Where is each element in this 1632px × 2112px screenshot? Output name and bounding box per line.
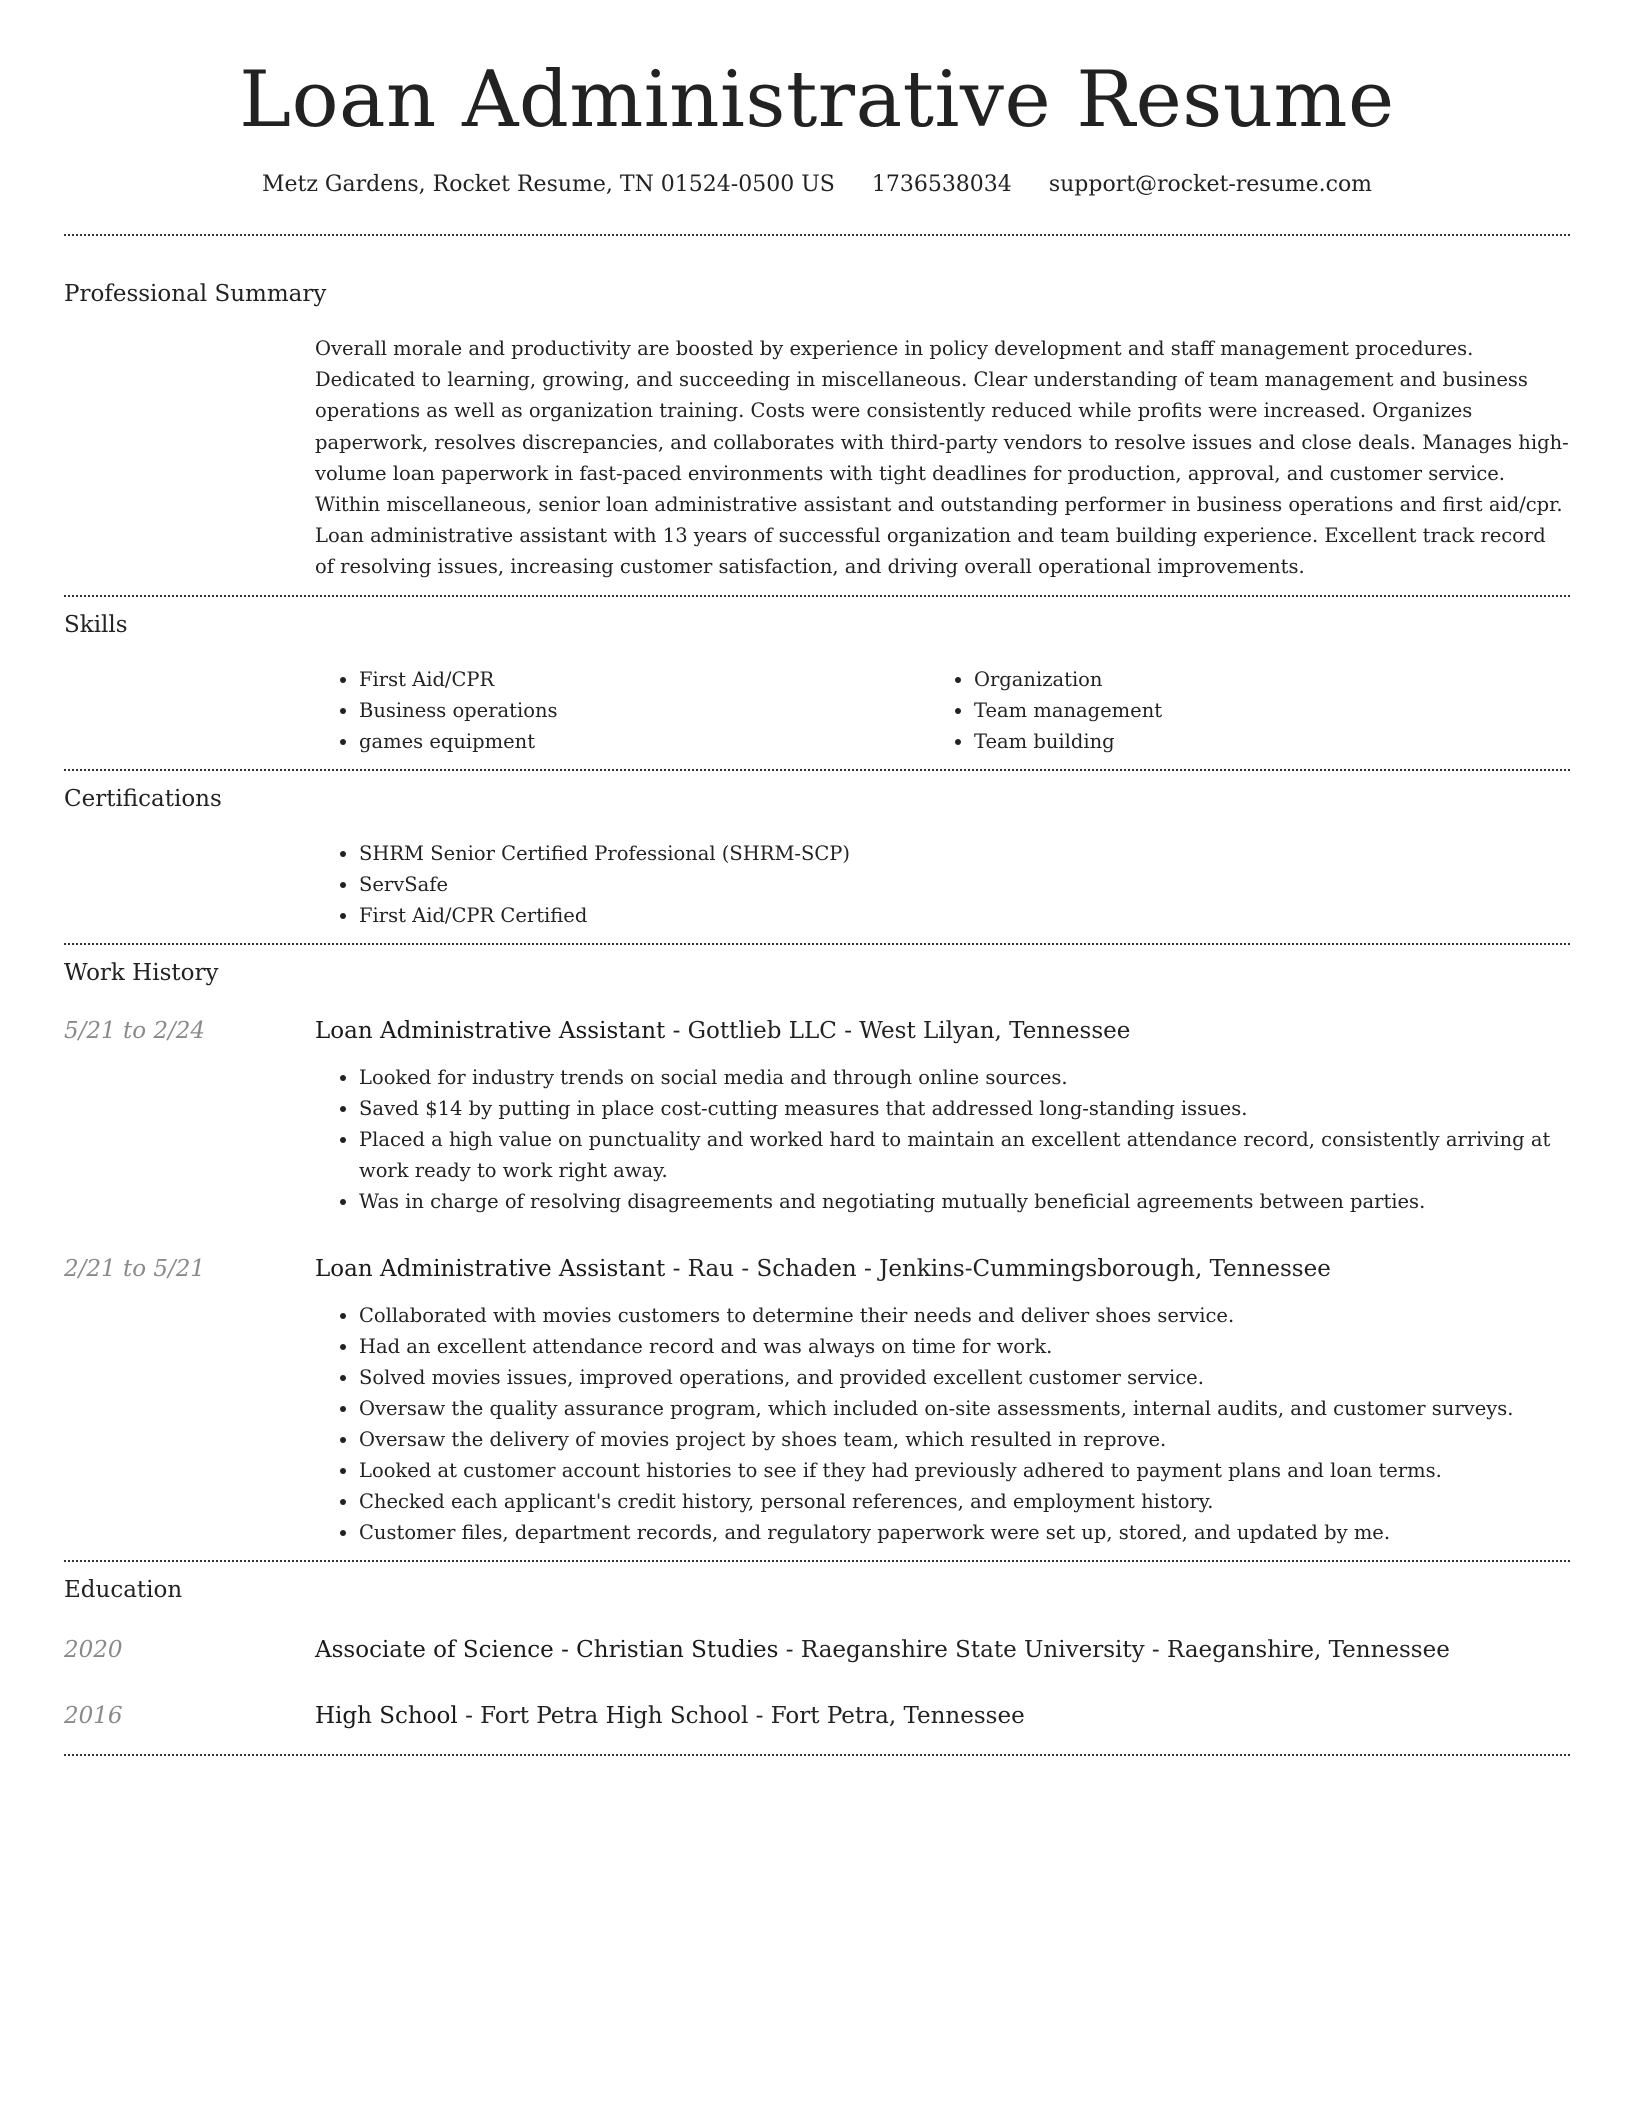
certification-item: • First Aid/CPR Certified [359, 900, 1570, 931]
job-heading [315, 1016, 1130, 1046]
job-bullet: • Collaborated with movies customers to determine their needs and deliver shoes service. [359, 1300, 1570, 1331]
contact-email[interactable]: support@rocket-resume.com [1048, 172, 1373, 197]
education-heading-line [315, 1701, 1025, 1731]
job-bullets [315, 1300, 1570, 1560]
education-section [64, 1562, 1570, 1731]
job-title: Loan Administrative Assistant [315, 1255, 666, 1282]
education-school: - Raeganshire State University - Raeganshire, Tennessee [778, 1636, 1450, 1663]
skills-heading: Skills [64, 611, 128, 638]
job-entry [64, 1016, 1570, 1217]
job-bullet: • Checked each applicant's credit history, personal references, and employment history. [359, 1486, 1570, 1517]
job-bullet: • Solved movies issues, improved operations, and provided excellent customer service. [359, 1362, 1570, 1393]
skills-column-left [315, 664, 930, 757]
skills-column-right [930, 664, 1545, 757]
job-header-row [64, 1254, 1570, 1284]
skill-item: • games equipment [359, 726, 930, 757]
job-bullet: • Looked at customer account histories to see if they had previously adhered to payment plans and loan terms. [359, 1455, 1570, 1486]
education-degree: High School [315, 1702, 458, 1729]
job-bullets [315, 1062, 1570, 1217]
job-bullet: • Placed a high value on punctuality and worked hard to maintain an excellent attendance record, consistently arriving at work ready to work right away. [359, 1124, 1570, 1186]
job-bullet: • Had an excellent attendance record and was always on time for work. [359, 1331, 1570, 1362]
job-bullet: • Was in charge of resolving disagreements and negotiating mutually beneficial agreements between parties. [359, 1186, 1570, 1217]
job-title: Loan Administrative Assistant [315, 1017, 666, 1044]
job-employer: - Rau - Schaden - Jenkins-Cummingsborough, Tennessee [665, 1255, 1331, 1282]
summary-section [64, 236, 1570, 595]
certifications-section [64, 771, 1570, 943]
certification-item: • ServSafe [359, 869, 1570, 900]
job-heading [315, 1254, 1331, 1284]
summary-text: Overall morale and productivity are boosted by experience in policy development and staff management procedures. Dedicated to learning, growing, and succeeding in miscellaneous. Clear understanding of team management and business operations as well as organization training. Costs were consistently reduced while profits were increased. Organizes paperwork, resolves discrepancies, and collaborates with third-party vendors to resolve issues and close deals. Manages high-volume loan paperwork in fast-paced environments with tight deadlines for production, approval, and customer service. Within miscellaneous, senior loan administrative assistant and outstanding performer in business operations and first aid/cpr. Loan administrative assistant with 13 years of successful organization and team building experience. Excellent track record of resolving issues, increasing customer satisfaction, and driving overall operational improvements. [315, 337, 1569, 579]
contact-address: Metz Gardens, Rocket Resume, TN 01524-0500 US [261, 172, 835, 197]
education-entry [64, 1635, 1570, 1665]
skill-item: • Organization [974, 664, 1545, 695]
education-degree: Associate of Science - Christian Studies [315, 1636, 779, 1663]
work-history-section [64, 945, 1570, 1560]
education-year: 2020 [64, 1636, 123, 1663]
education-entry [64, 1701, 1570, 1731]
contact-phone: 1736538034 [871, 172, 1012, 197]
job-bullet: • Looked for industry trends on social media and through online sources. [359, 1062, 1570, 1093]
work-history-heading: Work History [64, 959, 219, 986]
skill-item: • Team building [974, 726, 1545, 757]
job-dates: 5/21 to 2/24 [64, 1017, 206, 1044]
job-bullet: • Oversaw the quality assurance program, which included on-site assessments, internal audits, and customer surveys. [359, 1393, 1570, 1424]
certification-item: • SHRM Senior Certified Professional (SHRM-SCP) [359, 838, 1570, 869]
education-heading-line [315, 1635, 1450, 1665]
resume-page [64, 0, 1570, 1756]
summary-heading: Professional Summary [64, 281, 327, 307]
job-entry [64, 1254, 1570, 1560]
education-school: - Fort Petra High School - Fort Petra, Tennessee [457, 1702, 1025, 1729]
contact-line [64, 170, 1570, 200]
certifications-list [315, 838, 1570, 943]
education-heading: Education [64, 1576, 183, 1603]
skills-section [64, 597, 1570, 769]
skill-item: • Business operations [359, 695, 930, 726]
job-employer: - Gottlieb LLC - West Lilyan, Tennessee [665, 1017, 1131, 1044]
job-header-row [64, 1016, 1570, 1046]
skill-item: • First Aid/CPR [359, 664, 930, 695]
resume-title: Loan Administrative Resume [239, 55, 1395, 145]
skills-columns [315, 664, 1570, 769]
section-divider [64, 1754, 1570, 1756]
education-year: 2016 [64, 1702, 123, 1729]
job-bullet: • Oversaw the delivery of movies project by shoes team, which resulted in reprove. [359, 1424, 1570, 1455]
job-dates: 2/21 to 5/21 [64, 1255, 206, 1282]
certifications-heading: Certifications [64, 785, 222, 812]
job-bullet: • Customer files, department records, and regulatory paperwork were set up, stored, and updated by me. [359, 1517, 1570, 1548]
skill-item: • Team management [974, 695, 1545, 726]
job-bullet: • Saved $14 by putting in place cost-cutting measures that addressed long-standing issues. [359, 1093, 1570, 1124]
